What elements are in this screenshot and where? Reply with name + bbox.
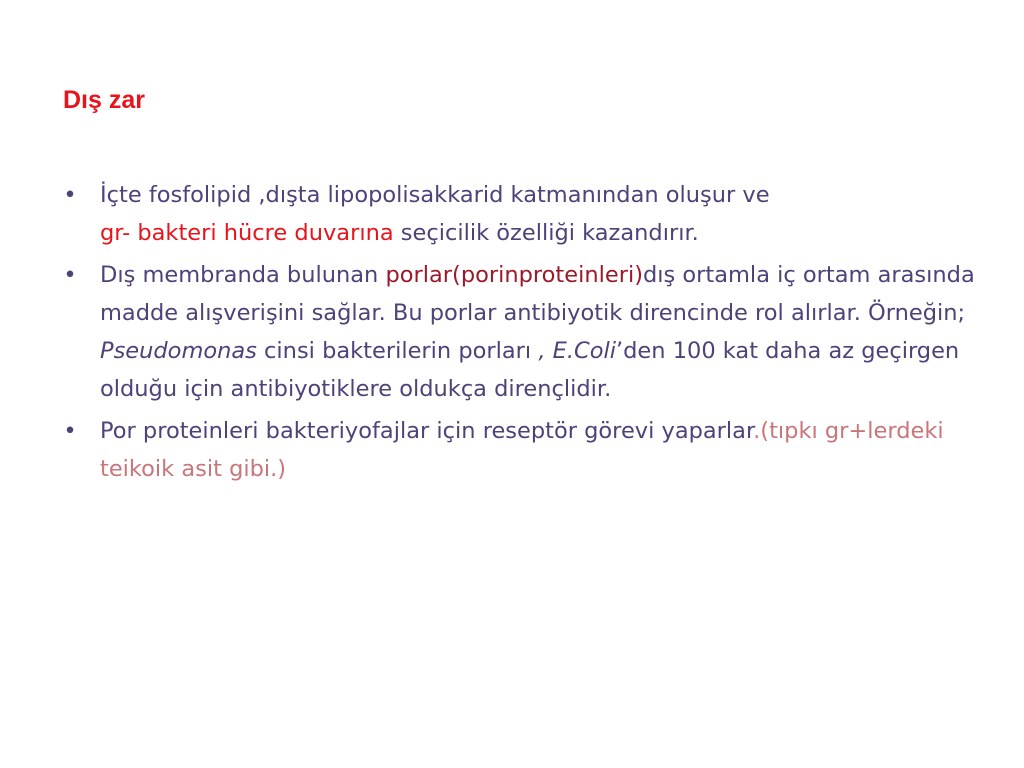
- highlight-text: porlar(porinproteinleri): [385, 262, 643, 288]
- highlight-text: gr- bakteri hücre duvarına: [100, 220, 394, 246]
- italic-text: Pseudomonas: [100, 338, 257, 364]
- bullet-text: seçicilik özelliği kazandırır.: [393, 220, 699, 246]
- bullet-dot-icon: •: [63, 418, 77, 444]
- bullet-dot-icon: •: [63, 262, 77, 288]
- bullet-item: [62, 256, 982, 408]
- bullet-dot-icon: •: [63, 182, 77, 208]
- bullet-list: [62, 176, 982, 492]
- bullet-text: dış ortamla iç ortam arasında madde alışverişini sağlar. Bu porlar antibiyotik direncinde rol alırlar. Örneğin;: [100, 262, 975, 326]
- bullet-text: ’den 100 kat daha az geçirgen olduğu için antibiyotiklere oldukça dirençlidir.: [100, 338, 960, 402]
- italic-text: , E.Coli: [538, 338, 616, 364]
- highlight-text: .(tıpkı gr+lerdeki teikoik asit gibi.): [100, 418, 944, 482]
- bullet-text: Por proteinleri bakteriyofajlar için reseptör görevi yaparlar: [100, 418, 754, 444]
- bullet-text: Dış membranda bulunan: [100, 262, 386, 288]
- bullet-item: [62, 412, 982, 488]
- bullet-item: [62, 176, 982, 252]
- slide-title: Dış zar: [63, 86, 145, 114]
- bullet-text: İçte fosfolipid ,dışta lipopolisakkarid katmanından oluşur ve: [100, 182, 770, 208]
- bullet-text: cinsi bakterilerin porları: [256, 338, 539, 364]
